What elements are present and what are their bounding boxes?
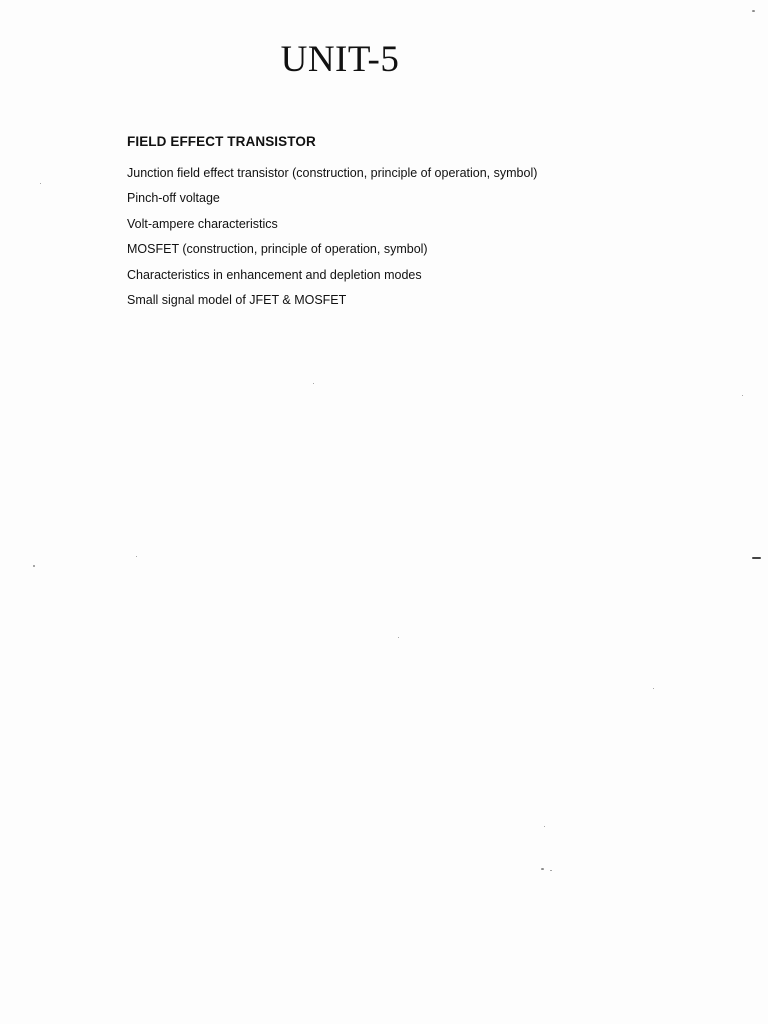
scan-speck xyxy=(544,826,545,827)
unit-title: UNIT-5 xyxy=(280,39,400,80)
scan-speck xyxy=(752,10,755,12)
topic-item: Volt-ampere characteristics xyxy=(127,216,278,231)
scan-speck xyxy=(550,870,552,871)
topic-item: Pinch-off voltage xyxy=(127,191,220,206)
scan-speck xyxy=(33,565,35,567)
topic-item: Characteristics in enhancement and depletion modes xyxy=(127,267,422,282)
scan-speck xyxy=(40,183,41,184)
scan-speck xyxy=(653,688,654,689)
scan-speck xyxy=(136,556,137,557)
scan-speck xyxy=(398,637,399,638)
scan-speck xyxy=(742,395,743,396)
topic-item: MOSFET (construction, principle of operation, symbol) xyxy=(127,242,428,257)
topic-item: Junction field effect transistor (construction, principle of operation, symbol) xyxy=(127,166,538,180)
topic-item: Small signal model of JFET & MOSFET xyxy=(127,292,347,307)
scan-speck xyxy=(541,868,544,870)
topic-list xyxy=(127,164,537,316)
section-heading: FIELD EFFECT TRANSISTOR xyxy=(127,134,316,149)
scan-speck xyxy=(752,557,761,559)
scan-speck xyxy=(313,383,314,384)
